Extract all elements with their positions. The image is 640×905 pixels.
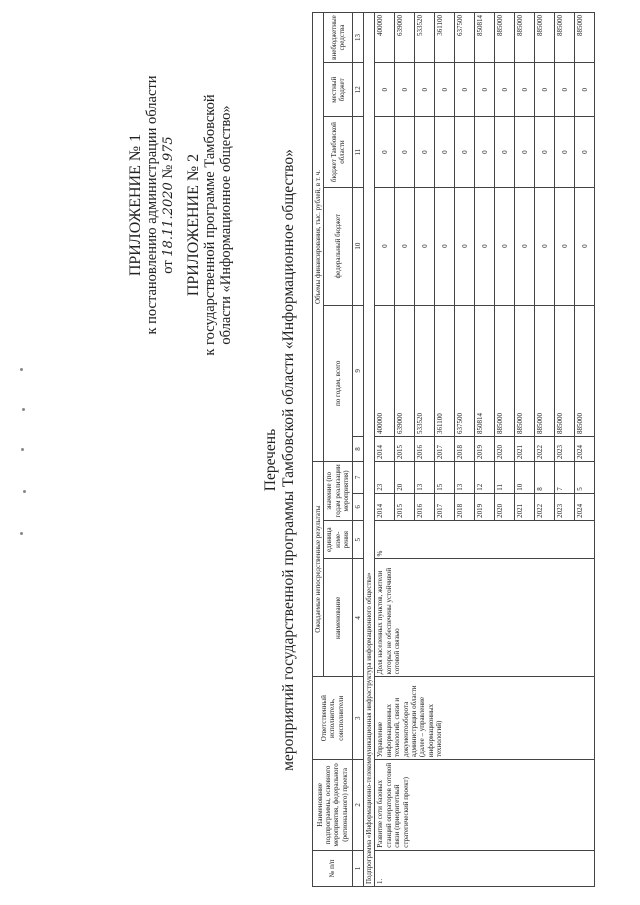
col-number: 10 — [352, 187, 363, 305]
table-header-row — [313, 13, 324, 887]
table-row — [375, 13, 395, 887]
funding-federal: 0 — [575, 187, 595, 305]
funding-local: 0 — [415, 63, 435, 117]
funding-total: 885000 — [575, 305, 595, 436]
funding-federal: 0 — [415, 187, 435, 305]
col-header-no: № п/п — [313, 850, 353, 886]
col-number: 1 — [352, 850, 363, 886]
subprogram-row — [364, 13, 375, 887]
col-number: 9 — [352, 305, 363, 436]
col-header-name: Наименование подпрограммы, основного мероприятия, федерального (регионального) проекта — [313, 760, 353, 851]
measures-table — [312, 12, 595, 887]
item-executor: Управление информационных технологий, связи и документооборота администрации области (далее – управление информационных технологий) — [375, 677, 595, 760]
funding-year: 2015 — [395, 437, 415, 462]
col-number: 8 — [352, 437, 363, 462]
result-value: 11 — [495, 461, 515, 493]
funding-extra: 885000 — [535, 13, 555, 63]
funding-extra: 885000 — [575, 13, 595, 63]
funding-total: 400000 — [375, 305, 395, 436]
funding-year: 2018 — [455, 437, 475, 462]
funding-year: 2024 — [575, 437, 595, 462]
funding-federal: 0 — [375, 187, 395, 305]
funding-local: 0 — [555, 63, 575, 117]
result-year: 2024 — [575, 493, 595, 520]
funding-local: 0 — [495, 63, 515, 117]
funding-regional: 0 — [575, 117, 595, 187]
title-line1: Перечень — [262, 428, 279, 492]
funding-regional: 0 — [495, 117, 515, 187]
col-header-extra: внебюджетные средства — [324, 13, 352, 63]
funding-extra: 400000 — [375, 13, 395, 63]
funding-total: 639000 — [395, 305, 415, 436]
funding-federal: 0 — [475, 187, 495, 305]
funding-regional: 0 — [415, 117, 435, 187]
result-year: 2017 — [435, 493, 455, 520]
funding-total: 533520 — [415, 305, 435, 436]
col-header-result-name: наименование — [324, 559, 352, 677]
appendix-2-line2: к государственной программе Тамбовской — [202, 94, 218, 356]
result-value: 8 — [535, 461, 555, 493]
col-number: 11 — [352, 117, 363, 187]
col-header-local: местный бюджет — [324, 63, 352, 117]
item-number: 1. — [375, 850, 595, 886]
item-unit: % — [375, 520, 595, 559]
handwritten-number: 975 — [161, 136, 176, 162]
funding-regional: 0 — [435, 117, 455, 187]
result-year: 2023 — [555, 493, 575, 520]
funding-local: 0 — [475, 63, 495, 117]
col-number: 5 — [352, 520, 363, 559]
funding-local: 0 — [535, 63, 555, 117]
funding-federal: 0 — [395, 187, 415, 305]
funding-year: 2023 — [555, 437, 575, 462]
funding-regional: 0 — [395, 117, 415, 187]
item-name: Развитие сети базовых станций операторов сотовой связи (приоритетный стратегический проект) — [375, 760, 595, 851]
result-year: 2021 — [515, 493, 535, 520]
col-header-executor: Ответственный исполнитель, соисполнители — [313, 677, 353, 760]
col-number: 6 — [352, 493, 363, 520]
funding-total: 361100 — [435, 305, 455, 436]
result-year: 2019 — [475, 493, 495, 520]
col-number: 3 — [352, 677, 363, 760]
col-number: 12 — [352, 63, 363, 117]
funding-extra: 885000 — [515, 13, 535, 63]
funding-extra: 885000 — [495, 13, 515, 63]
col-header-regional: бюджет Тамбовской области — [324, 117, 352, 187]
col-header-unit: единица изме-рения — [324, 520, 352, 559]
column-number-row — [352, 13, 363, 887]
col-header-results: Ожидаемые непосредственные результаты — [313, 461, 324, 676]
funding-federal: 0 — [515, 187, 535, 305]
funding-federal: 0 — [555, 187, 575, 305]
col-header-federal: федеральный бюджет — [324, 187, 352, 305]
subprogram-title: Подпрограмма «Информационно-телекоммуникационная инфраструктура информационного общества» — [364, 13, 375, 887]
result-year: 2016 — [415, 493, 435, 520]
funding-total: 637500 — [455, 305, 475, 436]
funding-total: 885000 — [515, 305, 535, 436]
funding-extra: 361100 — [435, 13, 455, 63]
funding-federal: 0 — [535, 187, 555, 305]
col-header-funding: Объемы финансирования, тыс. рублей, в т. ч. — [313, 13, 324, 462]
col-number: 13 — [352, 13, 363, 63]
funding-total: 885000 — [495, 305, 515, 436]
funding-local: 0 — [375, 63, 395, 117]
funding-extra: 885000 — [555, 13, 575, 63]
result-value: 15 — [435, 461, 455, 493]
result-value: 12 — [475, 461, 495, 493]
appendix-1-subtitle: к постановлению администрации области — [144, 75, 160, 335]
funding-regional: 0 — [475, 117, 495, 187]
col-header-value: значение (по годам реализации мероприятия) — [324, 461, 352, 520]
funding-federal: 0 — [455, 187, 475, 305]
result-year: 2018 — [455, 493, 475, 520]
funding-year: 2022 — [535, 437, 555, 462]
handwritten-date: 18.11.2020 — [161, 182, 176, 257]
appendix-1-header — [128, 25, 177, 385]
funding-local: 0 — [515, 63, 535, 117]
col-number: 4 — [352, 559, 363, 677]
funding-total: 885000 — [555, 305, 575, 436]
funding-local: 0 — [455, 63, 475, 117]
result-value: 13 — [455, 461, 475, 493]
appendix-2-header — [186, 25, 234, 425]
result-year: 2022 — [535, 493, 555, 520]
appendix-2-line3: области «Информационное общество» — [218, 105, 234, 345]
funding-total: 850814 — [475, 305, 495, 436]
result-value: 13 — [415, 461, 435, 493]
funding-year: 2014 — [375, 437, 395, 462]
funding-year: 2017 — [435, 437, 455, 462]
funding-regional: 0 — [455, 117, 475, 187]
result-value: 7 — [555, 461, 575, 493]
funding-year: 2021 — [515, 437, 535, 462]
funding-total: 885000 — [535, 305, 555, 436]
result-year: 2015 — [395, 493, 415, 520]
appendix-1-title: ПРИЛОЖЕНИЕ № 1 — [127, 133, 144, 277]
result-value: 23 — [375, 461, 395, 493]
appendix-1-date-line: от 18.11.2020 № 975 — [160, 136, 176, 274]
funding-local: 0 — [575, 63, 595, 117]
title-line2: мероприятий государственной программы Тамбовской области «Информационное общество» — [280, 149, 297, 771]
funding-extra: 533520 — [415, 13, 435, 63]
result-year: 2014 — [375, 493, 395, 520]
funding-regional: 0 — [535, 117, 555, 187]
funding-year: 2016 — [415, 437, 435, 462]
document-title — [262, 25, 298, 895]
funding-local: 0 — [435, 63, 455, 117]
funding-extra: 850814 — [475, 13, 495, 63]
result-value: 5 — [575, 461, 595, 493]
funding-extra: 639000 — [395, 13, 415, 63]
funding-local: 0 — [395, 63, 415, 117]
data-rows — [375, 13, 595, 887]
result-year: 2020 — [495, 493, 515, 520]
appendix-2-title: ПРИЛОЖЕНИЕ № 2 — [185, 153, 202, 297]
funding-regional: 0 — [515, 117, 535, 187]
funding-extra: 637500 — [455, 13, 475, 63]
col-header-by-years: по годам, всего — [324, 305, 352, 461]
result-value: 20 — [395, 461, 415, 493]
funding-regional: 0 — [555, 117, 575, 187]
funding-federal: 0 — [435, 187, 455, 305]
funding-year: 2020 — [495, 437, 515, 462]
col-number: 7 — [352, 461, 363, 493]
funding-year: 2019 — [475, 437, 495, 462]
result-value: 10 — [515, 461, 535, 493]
item-result-name: Доля населенных пунктов, жители которых не обеспечены устойчивой сотовой связью — [375, 559, 595, 677]
funding-federal: 0 — [495, 187, 515, 305]
col-number: 2 — [352, 760, 363, 851]
funding-regional: 0 — [375, 117, 395, 187]
